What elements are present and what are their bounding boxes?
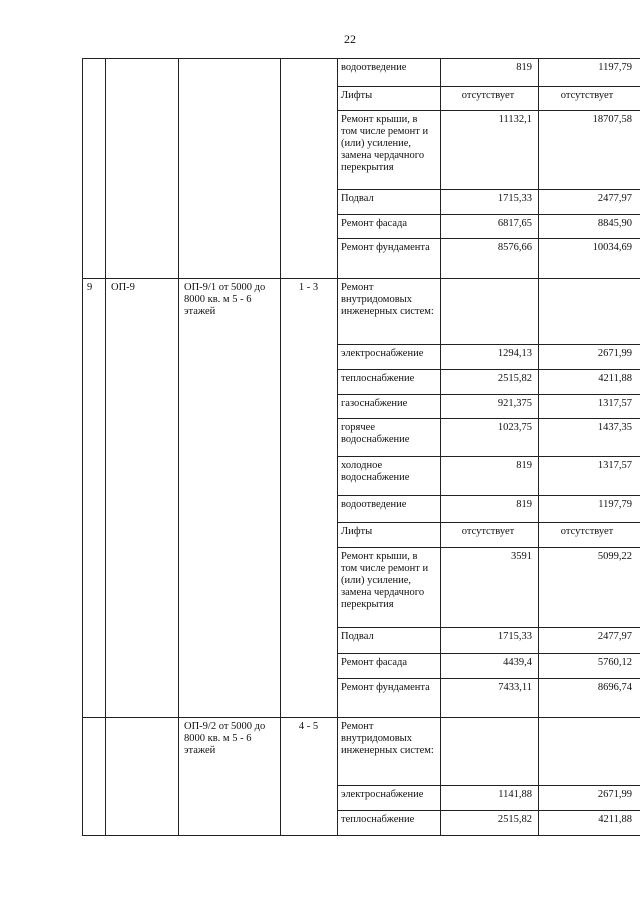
cost-value-max: 4211,88	[598, 814, 632, 825]
table-row-border	[82, 717, 640, 718]
table-column-border	[440, 58, 441, 835]
floor-range: 4 - 5	[298, 721, 319, 732]
work-type: Ремонт фасада	[341, 218, 408, 229]
cost-value-min: 1141,88	[498, 789, 532, 800]
work-type: водоотведение	[341, 62, 407, 73]
cost-value-max: 2477,97	[597, 631, 632, 642]
table-row-border	[337, 547, 640, 548]
cost-value-max: 18707,58	[592, 114, 632, 125]
cost-value-min: 3591	[511, 551, 532, 562]
table-row-border	[337, 810, 640, 811]
table-row-border	[82, 278, 640, 279]
table-row-border	[337, 522, 640, 523]
cost-value-min: 819	[516, 499, 532, 510]
work-type: Ремонт крыши, в том числе ремонт и (или) усиление, замена чердачного перекрытия	[341, 551, 429, 610]
work-type: теплоснабжение	[341, 814, 415, 825]
work-type: Подвал	[341, 631, 374, 642]
table-row-border	[337, 86, 640, 87]
cost-value-min: 4439,4	[503, 657, 532, 668]
cost-value-min: 2515,82	[497, 814, 532, 825]
cost-value-max: 2671,99	[597, 789, 632, 800]
table-row-border	[337, 495, 640, 496]
work-type: Ремонт внутридомовых инженерных систем:	[341, 282, 434, 317]
cost-value-max: 1197,79	[598, 499, 632, 510]
work-type: Ремонт фундамента	[341, 242, 430, 253]
table-row-border	[337, 369, 640, 370]
work-type: горячее водоснабжение	[341, 422, 410, 445]
table-row-border	[337, 418, 640, 419]
cost-value-min: отсутствует	[461, 526, 515, 537]
table-row-border	[337, 627, 640, 628]
work-type: Подвал	[341, 193, 374, 204]
cost-value-max: 8845,90	[597, 218, 632, 229]
cost-value-max: 2477,97	[597, 193, 632, 204]
table-row-border	[337, 678, 640, 679]
cost-value-max: 2671,99	[597, 348, 632, 359]
table-row-border	[337, 394, 640, 395]
cost-value-max: 4211,88	[598, 373, 632, 384]
table-column-border	[337, 58, 338, 835]
group-number: 9	[87, 282, 93, 293]
cost-value-max: 10034,69	[592, 242, 632, 253]
cost-value-min: отсутствует	[461, 90, 515, 101]
cost-value-min: 6817,65	[497, 218, 532, 229]
table-row-border	[82, 58, 640, 59]
work-type: Ремонт крыши, в том числе ремонт и (или) усиление, замена чердачного перекрытия	[341, 114, 429, 173]
table-row-border	[337, 785, 640, 786]
page-number: 22	[344, 32, 356, 46]
cost-value-max: отсутствует	[560, 90, 614, 101]
subgroup-description: ОП-9/1 от 5000 до 8000 кв. м 5 - 6 этажей	[184, 282, 266, 317]
cost-value-min: 1023,75	[497, 422, 532, 433]
table-row-border	[337, 110, 640, 111]
work-type: Ремонт фасада	[341, 657, 408, 668]
work-type: электроснабжение	[341, 348, 424, 359]
work-type: Ремонт фундамента	[341, 682, 430, 693]
work-type: теплоснабжение	[341, 373, 415, 384]
cost-value-min: 7433,11	[498, 682, 532, 693]
cost-value-min: 1715,33	[497, 193, 532, 204]
table-column-border	[105, 58, 106, 835]
work-type: Лифты	[341, 90, 373, 101]
work-type: газоснабжение	[341, 398, 408, 409]
cost-value-min: 819	[516, 62, 532, 73]
cost-value-max: 1317,57	[597, 398, 632, 409]
table-row-border	[337, 189, 640, 190]
cost-value-min: 11132,1	[498, 114, 532, 125]
table-row-border	[337, 238, 640, 239]
cost-value-max: отсутствует	[560, 526, 614, 537]
cost-value-min: 2515,82	[497, 373, 532, 384]
cost-value-max: 1437,35	[597, 422, 632, 433]
work-type: электроснабжение	[341, 789, 424, 800]
cost-value-max: 8696,74	[597, 682, 632, 693]
table-row-border	[337, 344, 640, 345]
table-column-border	[178, 58, 179, 835]
cost-value-min: 1294,13	[497, 348, 532, 359]
cost-value-min: 8576,66	[497, 242, 532, 253]
table-row-border	[337, 653, 640, 654]
table-column-border	[82, 58, 83, 835]
table-row-border	[82, 835, 640, 836]
cost-value-min: 921,375	[497, 398, 532, 409]
work-type: водоотведение	[341, 499, 407, 510]
work-type: Ремонт внутридомовых инженерных систем:	[341, 721, 434, 756]
table-column-border	[538, 58, 539, 835]
subgroup-description: ОП-9/2 от 5000 до 8000 кв. м 5 - 6 этажей	[184, 721, 266, 756]
table-row-border	[337, 456, 640, 457]
cost-value-max: 5099,22	[597, 551, 632, 562]
table-column-border	[280, 58, 281, 835]
table-row-border	[337, 214, 640, 215]
work-type: холодное водоснабжение	[341, 460, 410, 483]
cost-value-max: 1197,79	[598, 62, 632, 73]
group-code: ОП-9	[111, 282, 135, 293]
cost-value-min: 819	[516, 460, 532, 471]
floor-range: 1 - 3	[298, 282, 319, 293]
cost-value-max: 1317,57	[597, 460, 632, 471]
cost-value-min: 1715,33	[497, 631, 532, 642]
cost-value-max: 5760,12	[597, 657, 632, 668]
work-type: Лифты	[341, 526, 373, 537]
